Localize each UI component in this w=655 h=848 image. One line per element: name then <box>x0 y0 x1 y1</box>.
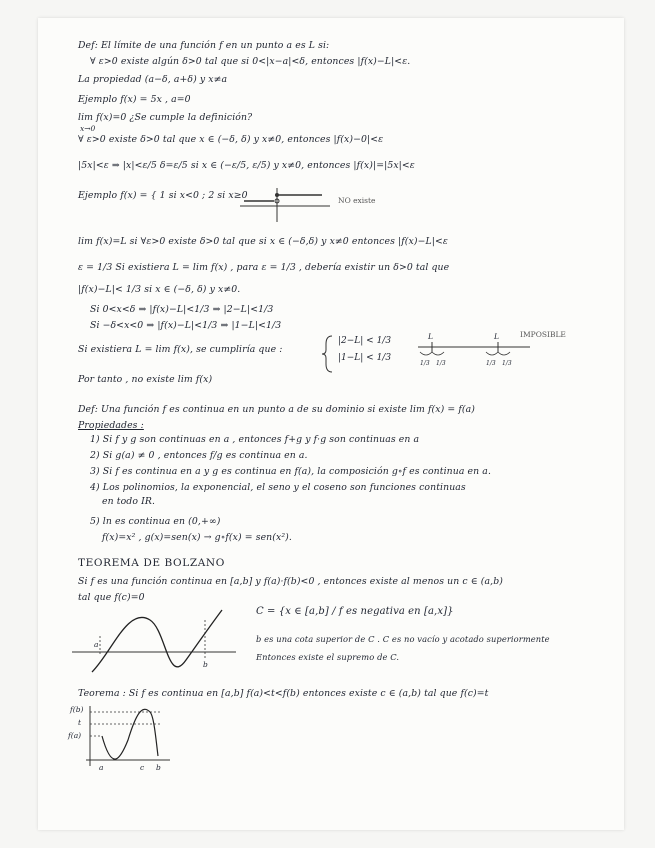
ivt-label-b: b <box>156 763 161 772</box>
limit-subscript: x→0 <box>80 124 96 133</box>
number-line-third-2: 1/3 <box>436 360 446 367</box>
number-line-third-3: 1/3 <box>486 360 496 367</box>
property-2: 2) Si g(a) ≠ 0 , entonces f/g es continua en a. <box>90 450 308 461</box>
conclusion-line: Por tanto , no existe lim f(x) <box>78 374 213 385</box>
upper-bound-note: b es una cota superior de C . C es no vacío y acotado superiormente <box>256 634 550 644</box>
example-1-heading: Ejemplo f(x) = 5x , a=0 <box>78 94 191 105</box>
property-1: 1) Si f y g son continuas en a , entonces f+g y f·g son continuas en a <box>90 434 420 445</box>
ivt-label-c: c <box>140 763 145 772</box>
epsilon-choice: ε = 1/3 Si existiera L = lim f(x) , para ε = 1/3 , debería existir un δ>0 tal que <box>78 262 450 273</box>
bolzano-title: TEOREMA DE BOLZANO <box>78 557 225 569</box>
brace-case-1: |2−L| < 1/3 <box>338 336 392 346</box>
limit-question: lim f(x)=0 ¿Se cumple la definición? <box>78 112 253 123</box>
bolzano-label-b: b <box>203 660 208 669</box>
case-positive: Si 0<x<δ ⇒ |f(x)−L|<1/3 ⇒ |2−L|<1/3 <box>90 304 274 315</box>
contradiction-line: Si existiera L = lim f(x), se cumpliría que : <box>78 344 283 355</box>
property-line: La propiedad (a−δ, a+δ) y x≠a <box>78 74 228 85</box>
case-negative: Si −δ<x<0 ⇒ |f(x)−L|<1/3 ⇒ |1−L|<1/3 <box>90 320 282 331</box>
number-line-L2: L <box>494 332 499 341</box>
ivt-label-a: a <box>99 763 104 772</box>
intermediate-value-theorem: Teorema : Si f es continua en [a,b] f(a)<t<f(b) entonces existe c ∈ (a,b) tal que f(c)=t <box>78 688 489 699</box>
brace-case-2: |1−L| < 1/3 <box>338 353 392 363</box>
composition-example: f(x)=x² , g(x)=sen(x) → g∘f(x) = sen(x²). <box>102 532 292 543</box>
no-existe-note: NO existe <box>338 196 376 205</box>
ivt-label-fb: f(b) <box>70 705 84 714</box>
bolzano-statement: Si f es una función continua en [a,b] y f(a)·f(b)<0 , entonces existe al menos un c ∈ (a,b) <box>78 576 503 587</box>
ivt-label-fa: f(a) <box>68 731 82 740</box>
number-line-third-1: 1/3 <box>420 360 430 367</box>
bolzano-statement-cont: tal que f(c)=0 <box>78 592 145 603</box>
ivt-label-t: t <box>78 718 82 727</box>
example-2-piecewise: Ejemplo f(x) = { 1 si x<0 ; 2 si x≥0 <box>78 190 248 201</box>
example-1-solution: |5x|<ε ⇒ |x|<ε/5 δ=ε/5 si x ∈ (−ε/5, ε/5) y x≠0, entonces |f(x)|=|5x|<ε <box>78 160 415 171</box>
property-4: 4) Los polinomios, la exponencial, el seno y el coseno son funciones continuas <box>90 482 466 493</box>
number-line-L: L <box>428 332 433 341</box>
continuity-definition: Def: Una función f es continua en un punto a de su dominio si existe lim f(x) = f(a) <box>78 404 475 415</box>
property-4-cont: en todo IR. <box>102 496 156 507</box>
properties-heading: Propiedades : <box>78 420 144 431</box>
set-C-definition: C = {x ∈ [a,b] / f es negativa en [a,x]} <box>256 606 454 617</box>
property-3: 3) Si f es continua en a y g es continua en f(a), la composición g∘f es continua en a. <box>90 466 491 477</box>
example-1-condition: ∀ ε>0 existe δ>0 tal que x ∈ (−δ, δ) y x≠0, entonces |f(x)−0|<ε <box>78 134 384 145</box>
imposible-note: IMPOSIBLE <box>520 330 566 339</box>
limit-definition-at-0: lim f(x)=L si ∀ε>0 existe δ>0 tal que si x ∈ (−δ,δ) y x≠0 entonces |f(x)−L|<ε <box>78 236 448 247</box>
supremum-note: Entonces existe el supremo de C. <box>256 652 400 662</box>
epsilon-delta-condition: ∀ ε>0 existe algún δ>0 tal que si 0<|x−a|<δ, entonces |f(x)−L|<ε. <box>90 56 411 67</box>
property-5: 5) ln es continua en (0,+∞) <box>90 516 221 527</box>
bolzano-label-a: a <box>94 640 99 649</box>
number-line-third-4: 1/3 <box>502 360 512 367</box>
limit-definition: Def: El límite de una función f en un punto a es L si: <box>78 40 330 51</box>
epsilon-condition: |f(x)−L|< 1/3 si x ∈ (−δ, δ) y x≠0. <box>78 284 241 295</box>
